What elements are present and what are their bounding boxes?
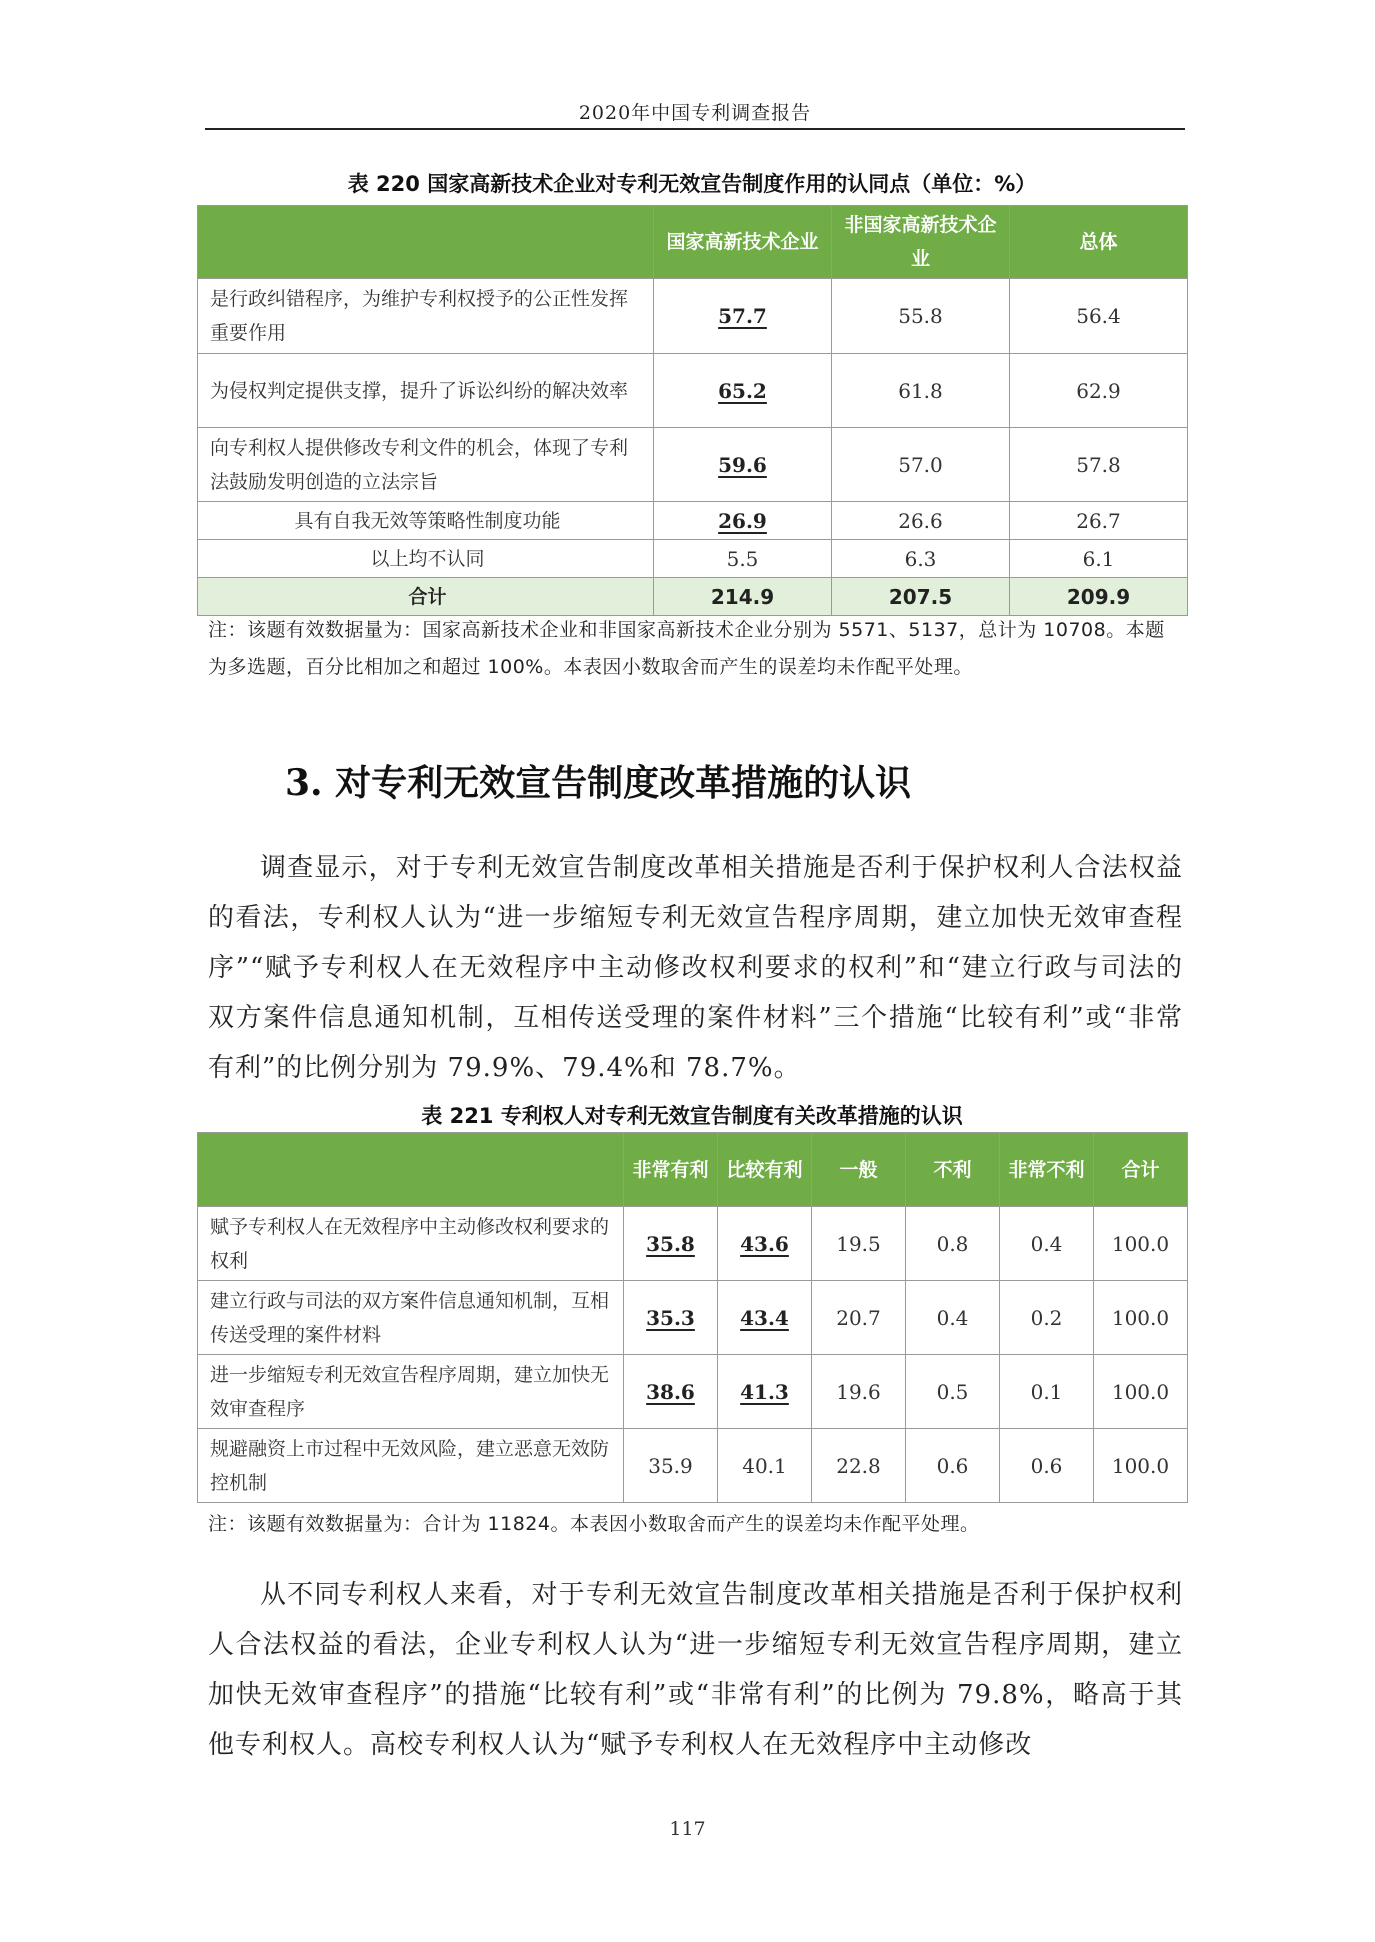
cell: 0.1 [1000,1355,1094,1429]
total-label: 合计 [198,578,654,616]
row-label: 为侵权判定提供支撑，提升了诉讼纠纷的解决效率 [198,354,654,428]
row-label: 赋予专利权人在无效程序中主动修改权利要求的权利 [198,1207,624,1281]
cell: 55.8 [832,279,1010,354]
row-label: 规避融资上市过程中无效风险，建立恶意无效防控机制 [198,1429,624,1503]
header-cell: 总体 [1010,206,1188,279]
header-cell: 非常有利 [624,1133,718,1207]
cell: 26.7 [1010,502,1188,540]
cell: 0.6 [1000,1429,1094,1503]
header-cell [198,206,654,279]
row-label: 具有自我无效等策略性制度功能 [198,502,654,540]
table-221-note: 注：该题有效数据量为：合计为 11824。本表因小数取舍而产生的误差均未作配平处理。 [208,1513,980,1535]
cell: 40.1 [718,1429,812,1503]
table-221 [197,1132,1188,1503]
cell: 207.5 [832,578,1010,616]
table-row [198,1429,1188,1503]
cell: 56.4 [1010,279,1188,354]
cell: 0.2 [1000,1281,1094,1355]
cell: 38.6 [624,1355,718,1429]
cell: 209.9 [1010,578,1188,616]
table-row [198,1207,1188,1281]
header-cell [198,1133,624,1207]
table-row [198,1355,1188,1429]
cell: 6.3 [832,540,1010,578]
header-cell: 一般 [812,1133,906,1207]
cell: 59.6 [654,428,832,502]
page-header: 2020年中国专利调查报告 [578,102,812,124]
cell: 0.5 [906,1355,1000,1429]
cell: 0.6 [906,1429,1000,1503]
body-paragraph: 调查显示，对于专利无效宣告制度改革相关措施是否利于保护权利人合法权益的看法，专利权人认为“进一步缩短专利无效宣告程序周期，建立加快无效审查程序”“赋予专利权人在无效程序中主动修改权利要求的权利”和“建立行政与司法的双方案件信息通知机制，互相传送受理的案件材料”三个措施“比较有利”或“非常有利”的比例分别为 79.9%、79.4%和 78.7%。 [208,853,1183,1083]
table-row [198,428,1188,502]
row-label: 向专利权人提供修改专利文件的机会，体现了专利法鼓励发明创造的立法宗旨 [198,428,654,502]
section-title: 3. 对专利无效宣告制度改革措施的认识 [285,762,912,804]
cell: 19.6 [812,1355,906,1429]
cell: 57.8 [1010,428,1188,502]
row-label: 进一步缩短专利无效宣告程序周期，建立加快无效审查程序 [198,1355,624,1429]
row-label: 是行政纠错程序，为维护专利权授予的公正性发挥重要作用 [198,279,654,354]
header-cell: 比较有利 [718,1133,812,1207]
table-header-row [198,206,1188,279]
table-header-row [198,1133,1188,1207]
header-cell: 合计 [1094,1133,1188,1207]
cell: 41.3 [718,1355,812,1429]
row-label: 建立行政与司法的双方案件信息通知机制，互相传送受理的案件材料 [198,1281,624,1355]
total-row [198,578,1188,616]
table-220 [197,205,1188,616]
cell: 100.0 [1094,1355,1188,1429]
cell: 62.9 [1010,354,1188,428]
cell: 35.3 [624,1281,718,1355]
table-row [198,502,1188,540]
cell: 214.9 [654,578,832,616]
cell: 57.7 [654,279,832,354]
table-row [198,279,1188,354]
header-rule [205,128,1185,130]
table-row [198,1281,1188,1355]
header-cell: 非常不利 [1000,1133,1094,1207]
cell: 6.1 [1010,540,1188,578]
cell: 100.0 [1094,1281,1188,1355]
cell: 43.6 [718,1207,812,1281]
header-cell: 国家高新技术企业 [654,206,832,279]
table-221-caption: 表 221 专利权人对专利无效宣告制度有关改革措施的认识 [421,1104,963,1128]
table-row [198,540,1188,578]
row-label: 以上均不认同 [198,540,654,578]
body-paragraph: 从不同专利权人来看，对于专利无效宣告制度改革相关措施是否利于保护权利人合法权益的看法，企业专利权人认为“进一步缩短专利无效宣告程序周期，建立加快无效审查程序”的措施“比较有利”或“非常有利”的比例为 79.8%，略高于其他专利权人。高校专利权人认为“赋予专利权人在无效程序中主动修改 [208,1580,1183,1760]
cell: 5.5 [654,540,832,578]
cell: 100.0 [1094,1207,1188,1281]
page-number: 117 [669,1818,706,1840]
cell: 61.8 [832,354,1010,428]
cell: 26.6 [832,502,1010,540]
cell: 100.0 [1094,1429,1188,1503]
cell: 0.8 [906,1207,1000,1281]
cell: 0.4 [1000,1207,1094,1281]
table-220-caption: 表 220 国家高新技术企业对专利无效宣告制度作用的认同点（单位：%） [347,172,1037,196]
header-cell: 非国家高新技术企业 [832,206,1010,279]
cell: 20.7 [812,1281,906,1355]
cell: 26.9 [654,502,832,540]
cell: 22.8 [812,1429,906,1503]
cell: 57.0 [832,428,1010,502]
cell: 43.4 [718,1281,812,1355]
cell: 19.5 [812,1207,906,1281]
cell: 35.8 [624,1207,718,1281]
cell: 35.9 [624,1429,718,1503]
cell: 0.4 [906,1281,1000,1355]
cell: 65.2 [654,354,832,428]
table-row [198,354,1188,428]
header-cell: 不利 [906,1133,1000,1207]
table-220-note: 注：该题有效数据量为：国家高新技术企业和非国家高新技术企业分别为 5571、5137，总计为 10708。本题为多选题，百分比相加之和超过 100%。本表因小数取舍而产生的误差均未作配平处理。 [208,619,1165,678]
